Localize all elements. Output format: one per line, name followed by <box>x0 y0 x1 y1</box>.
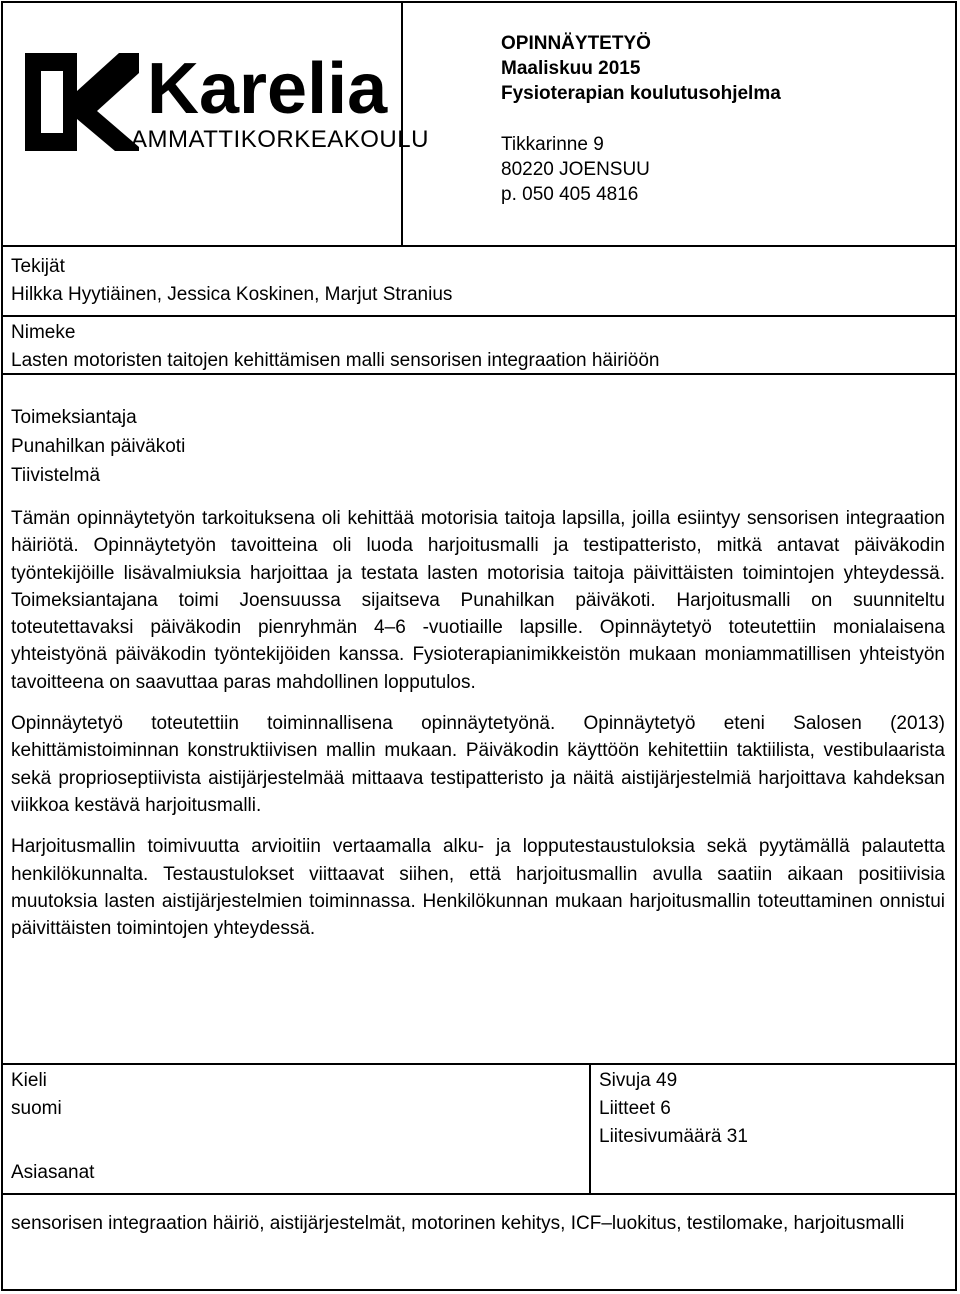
abstract-text <box>11 505 945 956</box>
pages-cell <box>599 1067 748 1151</box>
logo-cell <box>3 3 429 245</box>
header-row <box>3 3 955 247</box>
doc-date: Maaliskuu 2015 <box>501 58 641 79</box>
phone: p. 050 405 4816 <box>501 184 639 205</box>
abstract-paragraph: Harjoitusmallin toimivuutta arvioitiin vertaamalla alku- ja lopputestaustuloksia sekä pyytämällä palautetta henkilökunnalta. Testaustulokset viittaavat siihen, että harjoitusmallin avulla saatiin aikaan positiivisia muutoksia lasten aistijärjestelmien toiminnassa. Henkilökunnan mukaan harjoitusmallin toteuttaminen onnistui päivittäisten toimintojen yhteydessä. <box>11 836 945 940</box>
commissioner-value: Punahilkan päiväkoti <box>11 436 186 457</box>
keywords-label: Asiasanat <box>11 1162 95 1183</box>
address-line1: Tikkarinne 9 <box>501 134 604 155</box>
language-label: Kieli <box>11 1070 47 1091</box>
keywords-value: sensorisen integraation häiriö, aistijärjestelmät, motorinen kehitys, ICF–luokitus, testilomake, harjoitusmalli <box>11 1213 905 1234</box>
page-count: Sivuja 49 <box>599 1070 678 1091</box>
doc-type: OPINNÄYTETYÖ <box>501 33 651 54</box>
title-value: Lasten motoristen taitojen kehittämisen malli sensorisen integraation häiriöön <box>11 350 660 371</box>
address-line2: 80220 JOENSUU <box>501 159 650 180</box>
appendix-count: Liitteet 6 <box>599 1098 671 1119</box>
header-info <box>501 31 781 207</box>
abstract-paragraph: Opinnäytetyö toteutettiin toiminnallisena opinnäytetyönä. Opinnäytetyö eteni Salosen (2013) kehittämistoiminnan konstruktiivisen mallin mukaan. Päiväkodin käyttöön kehitettiin taktiilista, vestibulaarista sekä proprioseptiivista aistijärjestelmää mittaava testipatteristo ja näitä aistijärjestelmiä harjoittava kahdeksan viikkoa kestävä harjoitusmalli. <box>11 713 945 816</box>
language-cell <box>3 1065 591 1193</box>
title-label: Nimeke <box>11 322 76 343</box>
programme: Fysioterapian koulutusohjelma <box>501 83 781 104</box>
logo-wordmark: Karelia <box>147 49 388 129</box>
commissioner-label: Toimeksiantaja <box>11 407 137 428</box>
document-frame <box>1 1 957 1291</box>
language-row <box>3 1065 955 1195</box>
appendix-page-count: Liitesivumäärä 31 <box>599 1126 748 1147</box>
language-value: suomi <box>11 1098 62 1119</box>
title-row <box>3 317 955 375</box>
abstract-paragraph: Tämän opinnäytetyön tarkoituksena oli kehittää motorisia taitoja lapsilla, joilla esiintyy sensorisen integraation häiriötä. Opinnäytetyön tavoitteina oli luoda harjoitusmalli ja testipatteristo, mitkä antavat päiväkodin työntekijöille lisävalmiuksia harjoittaa ja testata lasten motorisia taitoja päivittäisten toimintojen yhteydessä. Toimeksiantajana toimi Joensuussa sijaitseva Punahilkan päiväkoti. Harjoitusmalli on suunniteltu toteutettavaksi päiväkodin pienryhmän 4–6 -vuotiaille lapsille. Opinnäytetyö toteutettiin monialaisena yhteistyönä päiväkodin työntekijöiden kanssa. Fysioterapianimikkeistön mukaan moniammatillisen yhteistyön tavoitteena on saavuttaa paras mahdollinen lopputulos. <box>11 508 945 693</box>
authors-row <box>3 247 955 317</box>
karelia-logo <box>19 43 429 153</box>
keywords-row <box>3 1195 955 1291</box>
logo-subtitle: AMMATTIKORKEAKOULU <box>131 126 429 153</box>
authors-value: Hilkka Hyytiäinen, Jessica Koskinen, Marjut Stranius <box>11 284 453 305</box>
abstract-label: Tiivistelmä <box>11 465 101 486</box>
authors-label: Tekijät <box>11 256 65 277</box>
abstract-row <box>3 375 955 1065</box>
